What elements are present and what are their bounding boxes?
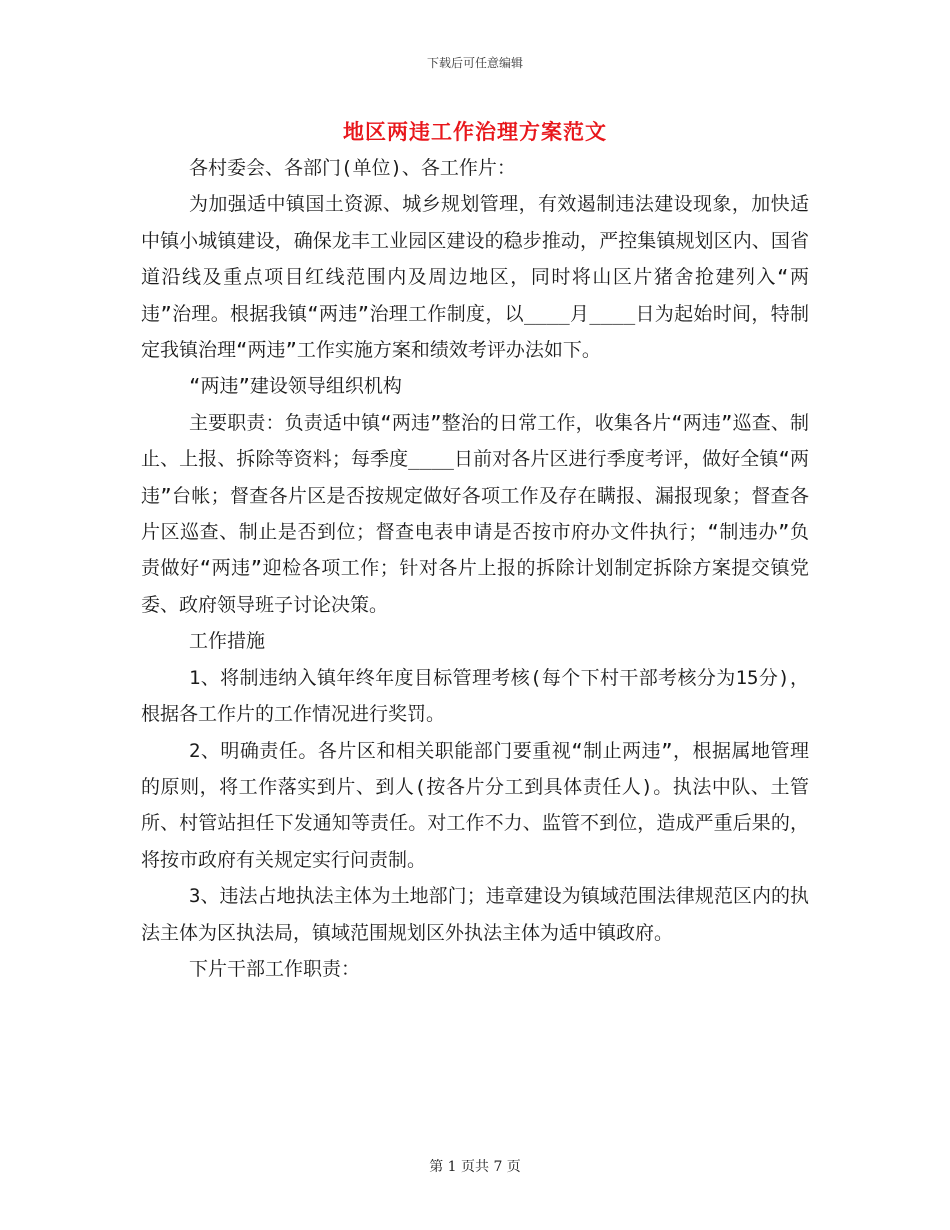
paragraph-measure-3: 3、违法占地执法主体为土地部门；违章建设为镇域范围法律规范区内的执法主体为区执法局，镇域范围规划区外执法主体为适中镇政府。 (141, 885, 809, 944)
document-body (141, 150, 809, 987)
paragraph-measure-1: 1、将制违纳入镇年终年度目标管理考核(每个下村干部考核分为15分)，根据各工作片的工作情况进行奖罚。 (141, 666, 809, 726)
paragraph-intro: 为加强适中镇国土资源、城乡规划管理，有效遏制违法建设现象，加快适中镇小城镇建设，确保龙丰工业园区建设的稳步推动，严控集镇规划区内、国省道沿线及重点项目红线范围内及周边地区，同时将山区片猪舍抢建列入“两违”治理。根据我镇“两违”治理工作制度，以____月____日为起始时间，特制定我镇治理“两违”工作实施方案和绩效考评办法如下。 (141, 193, 809, 362)
section-heading-organization: “两违”建设领导组织机构 (189, 375, 402, 398)
document-title: 地区两违工作治理方案范文 (343, 119, 607, 144)
paragraph-measure-2: 2、明确责任。各片区和相关职能部门要重视“制止两违”，根据属地管理的原则，将工作落实到片、到人(按各片分工到具体责任人)。执法中队、土管所、村管站担任下发通知等责任。对工作不力、监管不到位，造成严重后果的，将按市政府有关规定实行问责制。 (141, 739, 809, 871)
page-header: 下载后可任意编辑 (426, 56, 523, 70)
paragraph-cadre-duties: 下片干部工作职责： (189, 957, 361, 980)
page-footer: 第 1 页共 7 页 (429, 1159, 521, 1175)
paragraph-salutation: 各村委会、各部门(单位)、各工作片： (189, 157, 516, 179)
section-heading-measures: 工作措施 (189, 630, 266, 653)
paragraph-duties: 主要职责：负责适中镇“两违”整治的日常工作，收集各片“两违”巡查、制止、上报、拆除等资料；每季度____日前对各片区进行季度考评，做好全镇“两违”台帐；督查各片区是否按规定做好各项工作及存在瞒报、漏报现象；督查各片区巡查、制止是否到位；督查电表申请是否按市府办文件执行；“制违办”负责做好“两违”迎检各项工作；针对各片上报的拆除计划制定拆除方案提交镇党委、政府领导班子讨论决策。 (141, 411, 809, 616)
